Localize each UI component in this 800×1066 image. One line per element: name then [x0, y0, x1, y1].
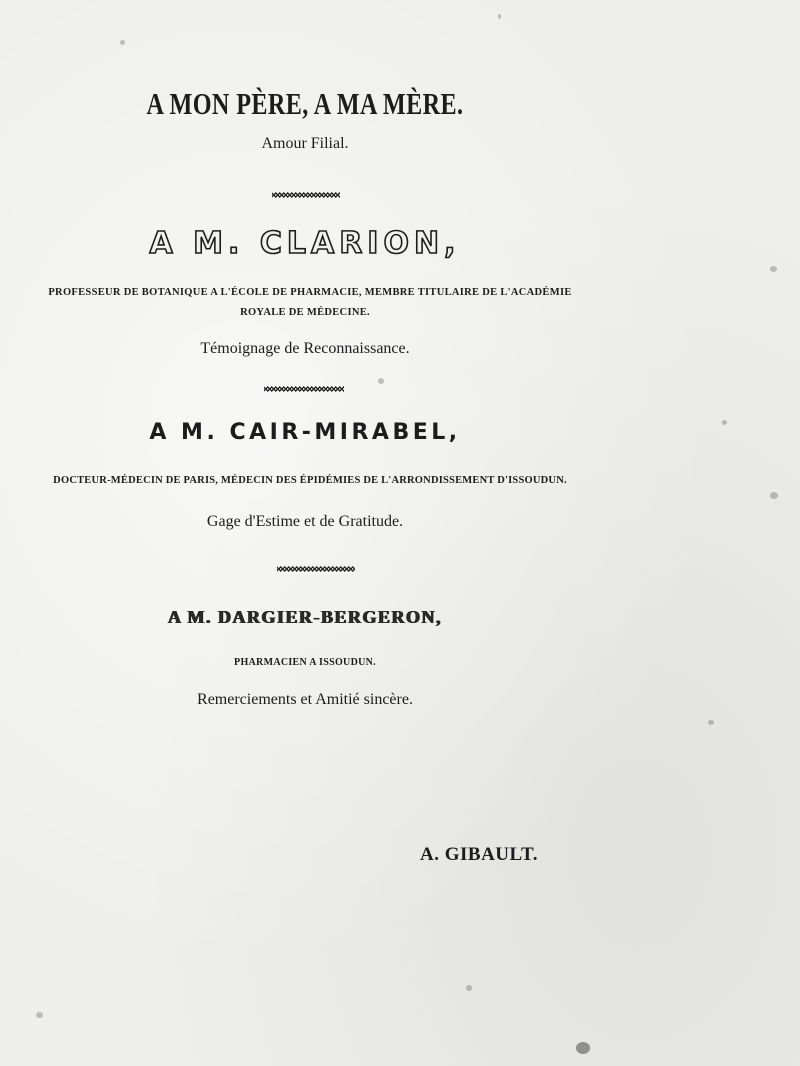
- dedication-clarion-title-line-1: PROFESSEUR DE BOTANIQUE A L'ÉCOLE DE PHARMACIE, MEMBRE TITULAIRE DE L'ACADÉMIE: [48, 287, 572, 298]
- dedication-parents-subtitle: Amour Filial.: [261, 135, 349, 152]
- paper-speck: [36, 1012, 43, 1018]
- ornamental-divider: [264, 386, 344, 392]
- paper-speck: [722, 420, 727, 425]
- dedication-dargier-bergeron-subtitle: Remerciements et Amitié sincère.: [197, 691, 413, 708]
- dedication-clarion-title-line-2: ROYALE DE MÉDECINE.: [240, 307, 370, 318]
- dedication-cair-mirabel-heading: A M. CAIR-MIRABEL,: [149, 420, 461, 445]
- paper-speck: [498, 14, 501, 19]
- author-signature: A. GIBAULT.: [420, 844, 538, 865]
- paper-speck: [770, 266, 777, 272]
- dedication-cair-mirabel-subtitle: Gage d'Estime et de Gratitude.: [206, 513, 404, 530]
- dedication-clarion-subtitle: Témoignage de Reconnaissance.: [200, 340, 410, 357]
- paper-speck: [466, 985, 472, 991]
- dedication-cair-mirabel-title: DOCTEUR-MÉDECIN DE PARIS, MÉDECIN DES ÉPIDÉMIES DE L'ARRONDISSEMENT D'ISSOUDUN.: [53, 475, 567, 486]
- dedication-dargier-bergeron-heading: A M. DARGIER-BERGERON,: [167, 607, 442, 627]
- dedication-dargier-bergeron-title: PHARMACIEN A ISSOUDUN.: [234, 657, 376, 668]
- ornamental-divider: [277, 566, 355, 572]
- paper-speck: [378, 378, 384, 384]
- ornamental-divider: [272, 192, 340, 198]
- dedication-clarion-heading: A M. CLARION,: [149, 226, 461, 261]
- paper-speck: [708, 720, 714, 725]
- paper-speck: [120, 40, 125, 45]
- paper-speck: [576, 1042, 590, 1054]
- paper-speck: [770, 492, 778, 499]
- dedication-parents-heading: A MON PÈRE, A MA MÈRE.: [146, 86, 464, 121]
